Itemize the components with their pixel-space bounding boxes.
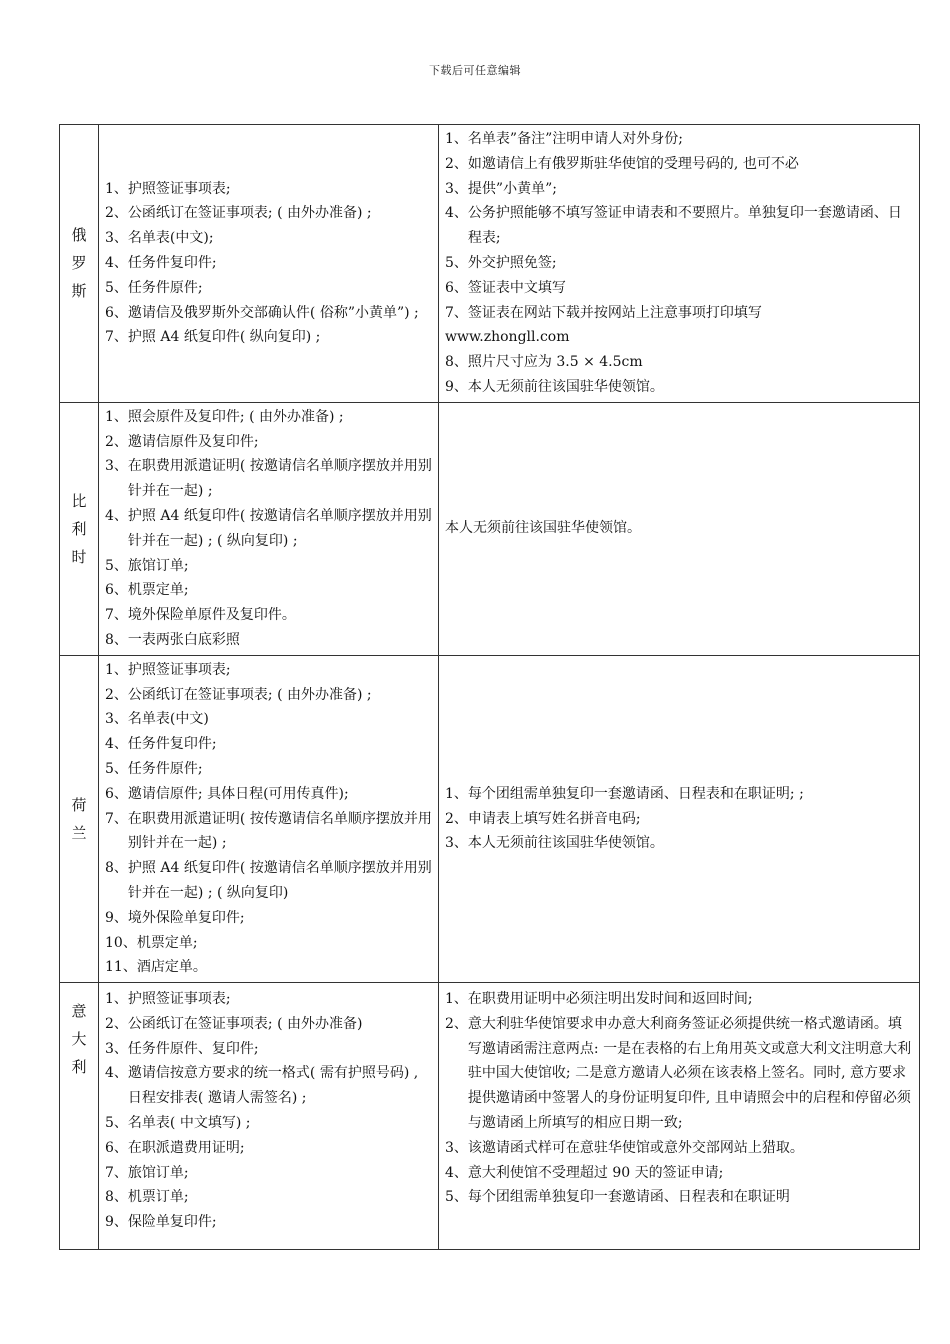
item-text: 保险单复印件;: [127, 1214, 217, 1231]
item-number: 3、: [445, 180, 468, 197]
table-body: [60, 125, 920, 1250]
item-text: 公函纸订在签证事项表; ( 由外办准备) ;: [127, 686, 372, 703]
requirement-item: [105, 1136, 432, 1161]
item-number: 9、: [445, 378, 468, 395]
item-text: 公函纸订在签证事项表; ( 由外办准备) ;: [127, 205, 372, 222]
item-text: 护照 A4 纸复印件( 按邀请信名单顺序摆放并用别针并在一起) ; ( 纵向复印): [127, 860, 432, 901]
requirement-item: [105, 201, 432, 226]
item-number: 3、: [105, 230, 128, 247]
requirement-item: [105, 955, 432, 980]
visa-requirements-table: [59, 124, 920, 1250]
requirement-item: [105, 325, 432, 350]
item-text: 提供”小黄单”;: [467, 180, 557, 197]
item-text: 名单表”备注”注明申请人对外身份;: [467, 131, 683, 147]
item-number: 3、: [105, 1040, 128, 1057]
item-text: 每个团组需单独复印一套邀请函、日程表和在职证明: [467, 1189, 790, 1206]
country-cell: [60, 983, 99, 1250]
item-number: 7、: [445, 304, 468, 321]
item-text: 在职费用证明中必须注明出发时间和返回时间;: [467, 991, 753, 1008]
item-text: 名单表(中文);: [127, 230, 214, 247]
requirement-item: [105, 251, 432, 276]
item-text: 签证表中文填写: [467, 279, 566, 296]
requirements-cell: [99, 983, 439, 1250]
notes-cell: [439, 125, 920, 403]
note-item: [445, 201, 913, 251]
country-cell: [60, 125, 99, 403]
note-item: [445, 127, 913, 152]
item-text: 护照 A4 纸复印件( 纵向复印) ;: [127, 329, 321, 346]
table-row-italy: [60, 983, 920, 1250]
item-text: 该邀请函式样可在意驻华使馆或意外交部网站上猎取。: [467, 1139, 804, 1156]
item-number: 1、: [105, 991, 128, 1008]
requirements-cell: [99, 655, 439, 982]
requirement-item: [105, 807, 432, 857]
item-text: 照会原件及复印件; ( 由外办准备) ;: [127, 408, 344, 425]
note-item: [445, 1136, 913, 1161]
item-number: 1、: [105, 661, 128, 678]
item-number: 7、: [105, 810, 128, 827]
item-number: 1、: [105, 408, 128, 425]
requirement-item: [105, 504, 432, 554]
item-text: 任务件复印件;: [127, 736, 217, 753]
item-text: 名单表(中文): [127, 711, 209, 728]
item-text: 护照签证事项表;: [127, 661, 231, 678]
item-number: 3、: [445, 1139, 468, 1156]
requirement-item: [105, 1012, 432, 1037]
item-text: 护照签证事项表;: [127, 991, 231, 1008]
item-number: 4、: [105, 254, 128, 271]
requirement-item: [105, 1161, 432, 1186]
item-number: 8、: [445, 354, 468, 371]
item-number: 8、: [105, 1189, 128, 1206]
requirement-item: [105, 454, 432, 504]
note-item: [445, 177, 913, 202]
item-text: 护照签证事项表;: [127, 180, 231, 197]
item-text: 在职派遣费用证明;: [127, 1139, 245, 1156]
item-number: 6、: [105, 1139, 128, 1156]
item-text: 护照 A4 纸复印件( 按邀请信名单顺序摆放并用别针并在一起) ; ( 纵向复印) ;: [127, 507, 432, 549]
note-item: [445, 301, 913, 326]
requirements-cell: [99, 402, 439, 655]
item-text: 机票订单;: [127, 1189, 189, 1206]
item-text: 每个团组需单独复印一套邀请函、日程表和在职证明; ;: [467, 785, 804, 802]
item-text: 本人无须前往该国驻华使领馆。: [467, 835, 664, 852]
requirement-item: [105, 301, 432, 326]
requirement-item: [105, 177, 432, 202]
page-header: 下载后可任意编辑: [429, 64, 521, 77]
requirement-item: [105, 405, 432, 430]
requirement-item: [105, 782, 432, 807]
item-number: 2、: [105, 1015, 128, 1032]
item-number: 7、: [105, 1164, 128, 1181]
note-item: [445, 807, 913, 832]
requirement-item: [105, 1037, 432, 1062]
requirement-item: [105, 1111, 432, 1136]
item-text: 外交护照免签;: [467, 254, 557, 271]
item-number: 5、: [105, 1115, 128, 1132]
note-item: [445, 1185, 913, 1210]
note-item: [445, 350, 913, 375]
item-text: 邀请信原件及复印件;: [127, 433, 259, 450]
item-number: 3、: [445, 835, 468, 852]
note-item: [445, 987, 913, 1012]
item-number: 9、: [105, 909, 128, 926]
item-text: 名单表( 中文填写) ;: [127, 1115, 251, 1132]
table-row-belgium: [60, 402, 920, 655]
item-number: 2、: [445, 810, 468, 827]
note-item: [445, 1012, 913, 1136]
requirement-item: [105, 276, 432, 301]
item-number: 5、: [105, 557, 128, 574]
item-text: 任务件原件;: [127, 279, 203, 296]
item-text: 旅馆订单;: [127, 557, 189, 574]
note-item: [445, 516, 913, 541]
country-cell: [60, 402, 99, 655]
country-name: 荷兰: [71, 795, 87, 842]
item-number: 4、: [445, 1164, 468, 1181]
item-number: 2、: [445, 1015, 468, 1032]
requirement-item: [105, 732, 432, 757]
country-name: 比利时: [71, 491, 87, 566]
requirement-item: [105, 707, 432, 732]
item-text: 本人无须前往该国驻华使领馆。: [445, 520, 641, 537]
item-number: 6、: [105, 785, 128, 802]
item-text: 邀请信及俄罗斯外交部确认件( 俗称”小黄单”) ;: [127, 304, 419, 321]
item-text: 机票定单;: [127, 582, 189, 599]
requirement-item: [105, 554, 432, 579]
requirement-item: [105, 683, 432, 708]
item-text: 酒店定单。: [136, 959, 207, 976]
item-number: 6、: [445, 279, 468, 296]
item-number: 1、: [445, 785, 468, 802]
item-number: 5、: [105, 279, 128, 296]
requirement-item: [105, 757, 432, 782]
item-text: 如邀请信上有俄罗斯驻华使馆的受理号码的, 也可不必: [467, 155, 799, 172]
requirements-cell: [99, 125, 439, 403]
item-number: 3、: [105, 711, 128, 728]
item-text: 境外保险单复印件;: [127, 909, 245, 926]
item-number: 4、: [105, 507, 128, 524]
item-text: 申请表上填写姓名拼音电码;: [467, 810, 641, 827]
requirement-item: [105, 628, 432, 653]
item-number: 6、: [105, 582, 128, 599]
item-number: 4、: [445, 205, 468, 222]
item-text: 机票定单;: [136, 934, 198, 951]
country-name: 俄罗斯: [71, 226, 87, 301]
item-text: 意大利驻华使馆要求申办意大利商务签证必须提供统一格式邀请函。填写邀请函需注意两点: 一是在表格的右上角用英文或意大利文注明意大利驻中国大使馆收; 二是意方邀请人必须在该表格上签名。同时, 意方要求提供邀请函中签署人的身份证明复印件, 且申请照会中的启程和停留必须与邀请函上所填写的相应日期一致;: [467, 1015, 912, 1132]
item-number: 5、: [445, 1189, 468, 1206]
note-item: [445, 251, 913, 276]
requirement-item: [105, 1210, 432, 1235]
item-number: 1、: [445, 131, 468, 147]
note-item: [445, 831, 913, 856]
requirement-item: [105, 578, 432, 603]
requirement-item: [105, 987, 432, 1012]
item-number: 3、: [105, 458, 128, 475]
item-text: www.zhongll.com: [445, 329, 570, 346]
item-number: 4、: [105, 1065, 128, 1082]
item-text: 任务件复印件;: [127, 254, 217, 271]
note-item: [445, 375, 913, 400]
item-number: 7、: [105, 607, 128, 624]
item-text: 照片尺寸应为 3.5 × 4.5cm: [467, 354, 643, 371]
note-item: [445, 152, 913, 177]
item-text: 邀请信原件; 具体日程(可用传真件);: [127, 785, 349, 802]
notes-cell: [439, 655, 920, 982]
requirement-item: [105, 1061, 432, 1111]
item-text: 任务件原件;: [127, 760, 203, 777]
item-number: 5、: [445, 254, 468, 271]
item-number: 1、: [105, 180, 128, 197]
item-text: 旅馆订单;: [127, 1164, 189, 1181]
item-number: 8、: [105, 860, 128, 877]
notes-cell: [439, 983, 920, 1250]
table-row-netherlands: [60, 655, 920, 982]
note-item: [445, 782, 913, 807]
item-number: 2、: [105, 205, 128, 222]
item-text: 公务护照能够不填写签证申请表和不要照片。单独复印一套邀请函、日程表;: [467, 205, 902, 247]
item-number: 9、: [105, 1214, 128, 1231]
item-number: 11、: [105, 959, 137, 976]
item-text: 签证表在网站下载并按网站上注意事项打印填写: [467, 304, 762, 321]
requirement-item: [105, 658, 432, 683]
country-cell: [60, 655, 99, 982]
item-text: 邀请信按意方要求的统一格式( 需有护照号码) , 日程安排表( 邀请人需签名) ;: [127, 1065, 419, 1107]
requirement-item: [105, 931, 432, 956]
item-number: 2、: [105, 686, 128, 703]
note-item: [445, 325, 913, 350]
item-number: 5、: [105, 760, 128, 777]
requirement-item: [105, 430, 432, 455]
item-number: 4、: [105, 736, 128, 753]
item-number: 8、: [105, 631, 128, 648]
item-number: 10、: [105, 934, 137, 951]
note-item: [445, 276, 913, 301]
requirement-item: [105, 906, 432, 931]
item-text: 一表两张白底彩照: [127, 631, 240, 648]
requirement-item: [105, 1185, 432, 1210]
item-number: 7、: [105, 329, 128, 346]
requirement-item: [105, 603, 432, 628]
item-text: 任务件原件、复印件;: [127, 1040, 259, 1057]
item-text: 在职费用派遣证明( 按邀请信名单顺序摆放并用别针并在一起) ;: [127, 458, 432, 500]
item-number: 1、: [445, 991, 468, 1008]
item-text: 本人无须前往该国驻华使领馆。: [467, 378, 664, 395]
item-number: 2、: [445, 155, 468, 172]
requirement-item: [105, 226, 432, 251]
note-item: [445, 1161, 913, 1186]
country-name: 意大利: [71, 1002, 87, 1077]
item-text: 意大利使馆不受理超过 90 天的签证申请;: [467, 1164, 724, 1181]
item-text: 公函纸订在签证事项表; ( 由外办准备): [127, 1015, 363, 1032]
item-number: 6、: [105, 304, 128, 321]
item-number: 2、: [105, 433, 128, 450]
item-text: 境外保险单原件及复印件。: [127, 607, 296, 624]
item-text: 在职费用派遣证明( 按传邀请信名单顺序摆放并用别针并在一起) ;: [127, 810, 432, 852]
notes-cell: [439, 402, 920, 655]
table-row-russia: [60, 125, 920, 403]
requirement-item: [105, 856, 432, 906]
